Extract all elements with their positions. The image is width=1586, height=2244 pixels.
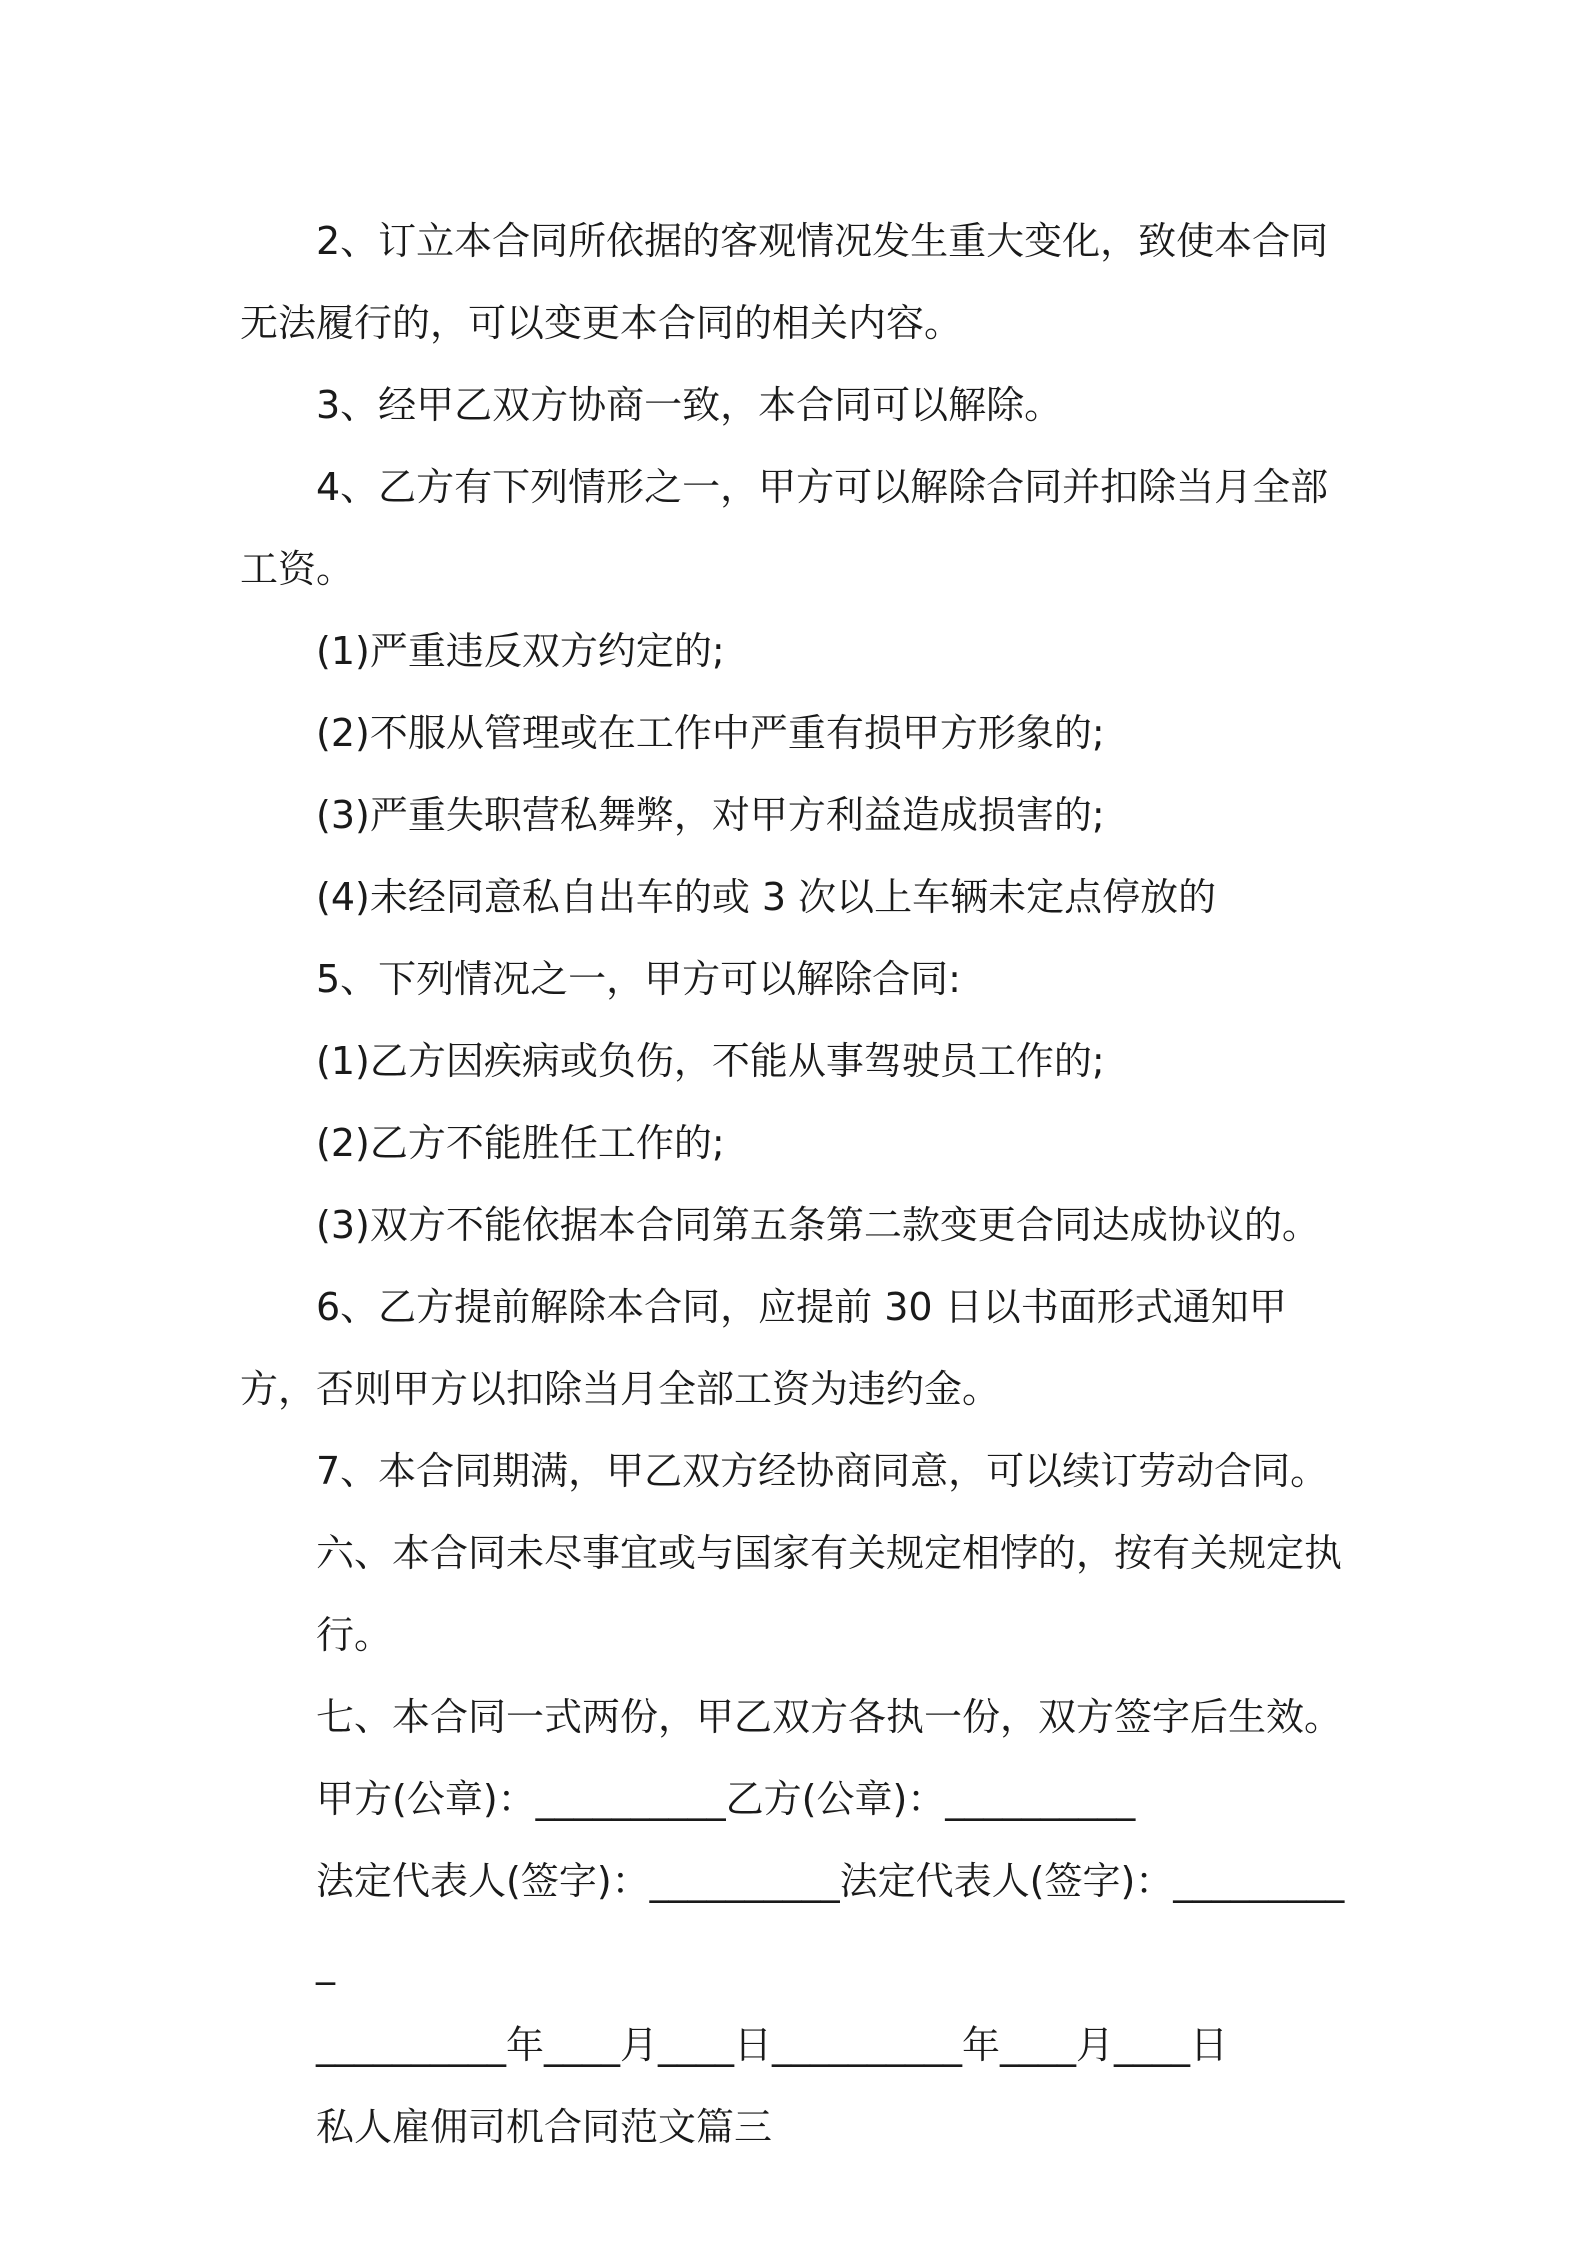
paragraph-clause-2: 2、订立本合同所依据的客观情况发生重大变化，致使本合同无法履行的，可以变更本合同的相关内容。 [240,219,1329,345]
document-body [240,200,1352,2168]
paragraph-clause-4-item-2: (2)不服从管理或在工作中严重有损甲方形象的; [316,711,1105,755]
paragraph-clause-4-item-1: (1)严重违反双方约定的; [316,629,725,673]
paragraph-clause-4-item-4: (4)未经同意私自出车的或 3 次以上车辆未定点停放的 [316,875,1217,919]
paragraph-clause-4-item-3: (3)严重失职营私舞弊，对甲方利益造成损害的; [316,793,1105,837]
section-heading: 私人雇佣司机合同范文篇三 [316,2105,773,2149]
paragraph-article-6: 六、本合同未尽事宜或与国家有关规定相悖的，按有关规定执行。 [316,1531,1343,1657]
paragraph-clause-6: 6、乙方提前解除本合同，应提前 30 日以书面形式通知甲方，否则甲方以扣除当月全部工资为违约金。 [240,1285,1287,1411]
paragraph-clause-5-item-1: (1)乙方因疾病或负伤，不能从事驾驶员工作的; [316,1039,1105,1083]
paragraph-clause-4: 4、乙方有下列情形之一，甲方可以解除合同并扣除当月全部工资。 [240,465,1329,591]
signature-date-line: __________年____月____日__________年____月____日 [316,2023,1229,2067]
paragraph-clause-5-item-2: (2)乙方不能胜任工作的; [316,1121,725,1165]
signature-representative-line: 法定代表人(签字)：__________法定代表人(签字)：__________ [316,1859,1345,1985]
signature-seal-line: 甲方(公章)：__________乙方(公章)：__________ [316,1777,1136,1821]
paragraph-article-7: 七、本合同一式两份，甲乙双方各执一份，双方签字后生效。 [316,1695,1343,1739]
paragraph-clause-3: 3、经甲乙双方协商一致，本合同可以解除。 [316,383,1063,427]
paragraph-clause-5: 5、下列情况之一，甲方可以解除合同: [316,957,961,1001]
paragraph-clause-5-item-3: (3)双方不能依据本合同第五条第二款变更合同达成协议的。 [316,1203,1320,1247]
paragraph-clause-7: 7、本合同期满，甲乙双方经协商同意，可以续订劳动合同。 [316,1449,1329,1493]
